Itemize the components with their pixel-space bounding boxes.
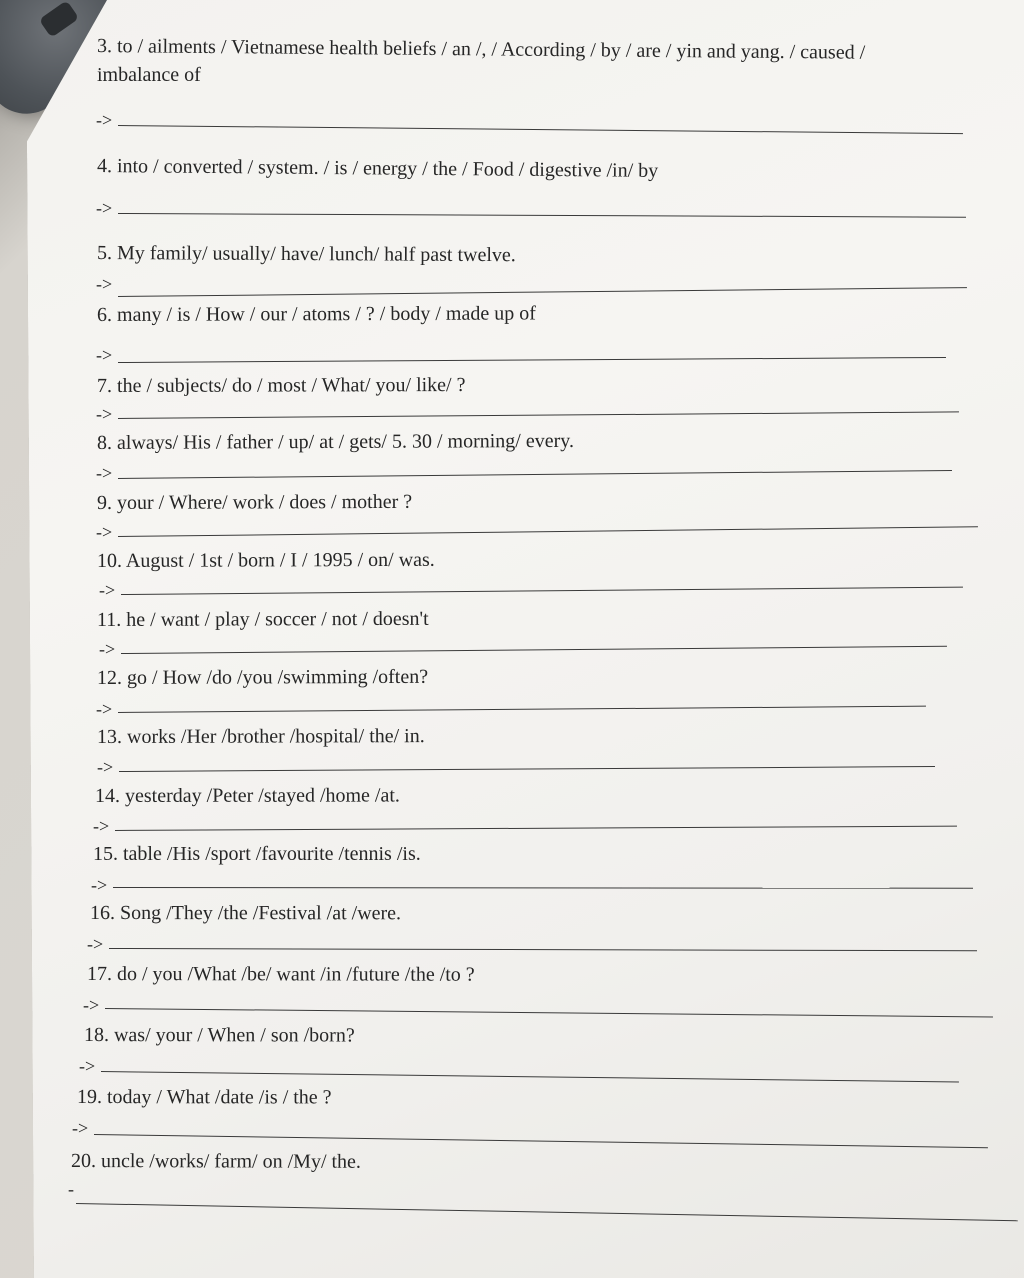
question-12	[97, 667, 428, 688]
answer-line[interactable]	[118, 287, 967, 297]
question-number: 17.	[86, 963, 113, 986]
question-words: August / 1st / born / I / 1995 / on/ was.	[125, 548, 435, 572]
answer-line[interactable]	[109, 948, 977, 951]
question-3-continuation: imbalance of	[97, 64, 201, 86]
answer-line[interactable]	[113, 887, 973, 889]
question-words: always/ His / father / up/ at / gets/ 5. 30 / morning/ every.	[116, 429, 574, 454]
question-words: go / How /do /you /swimming /often?	[126, 665, 429, 689]
answer-dash: -	[68, 1179, 74, 1199]
question-6	[97, 303, 536, 325]
question-18	[84, 1025, 355, 1045]
question-number: 3.	[96, 35, 113, 58]
question-words: into / converted / system. / is / energy / the / Food / digestive /in/ by	[116, 155, 659, 182]
question-13	[97, 726, 425, 747]
question-words: your / Where/ work / does / mother ?	[116, 490, 413, 514]
answer-line[interactable]	[118, 706, 926, 713]
answer-arrow: ->	[96, 699, 113, 719]
question-words: do / you /What /be/ want /in /future /the /to ?	[116, 963, 475, 986]
answer-arrow: ->	[72, 1118, 89, 1138]
question-words: yesterday /Peter /stayed /home /at.	[124, 784, 400, 807]
answer-arrow: ->	[79, 1056, 96, 1076]
question-number: 12.	[96, 666, 123, 689]
answer-line[interactable]	[121, 587, 963, 595]
question-number: 18.	[83, 1024, 110, 1047]
answer-arrow: ->	[87, 934, 104, 954]
answer-line[interactable]	[118, 213, 966, 218]
question-10	[97, 550, 435, 571]
answer-line[interactable]	[118, 470, 952, 479]
answer-arrow: ->	[96, 274, 113, 294]
answer-line[interactable]	[105, 1008, 993, 1018]
question-number: 10.	[96, 549, 123, 572]
question-19	[77, 1087, 332, 1107]
question-11	[97, 609, 429, 630]
question-number: 19.	[76, 1086, 103, 1109]
question-number: 5.	[96, 242, 113, 265]
question-number: 20.	[70, 1150, 97, 1173]
question-number: 9.	[96, 491, 113, 514]
question-number: 15.	[93, 843, 118, 865]
question-14	[95, 785, 400, 806]
answer-line[interactable]	[115, 826, 957, 831]
answer-line[interactable]	[76, 1203, 1018, 1221]
question-number: 16.	[89, 902, 116, 925]
answer-arrow: ->	[96, 404, 113, 424]
question-words: he / want / play / soccer / not / doesn't	[126, 607, 429, 631]
question-number: 4.	[96, 155, 113, 178]
question-words: was/ your / When / son /born?	[113, 1024, 355, 1047]
question-words: table /His /sport /favourite /tennis /is.	[123, 843, 421, 865]
question-number: 7.	[96, 374, 113, 397]
question-number: 6.	[96, 303, 113, 326]
answer-arrow: ->	[96, 345, 113, 365]
answer-arrow: ->	[96, 110, 113, 130]
question-words: My family/ usually/ have/ lunch/ half past twelve.	[116, 242, 516, 267]
answer-arrow: ->	[91, 875, 108, 895]
question-number: 11.	[96, 608, 122, 631]
question-number: 13.	[96, 725, 123, 748]
answer-line[interactable]	[118, 125, 963, 134]
question-4	[97, 156, 658, 181]
answer-arrow: ->	[83, 995, 100, 1015]
question-9	[97, 492, 412, 513]
answer-arrow: ->	[96, 198, 113, 218]
answer-arrow: ->	[93, 816, 110, 836]
answer-line[interactable]	[118, 526, 978, 537]
answer-line[interactable]	[119, 766, 935, 772]
question-words: Song /They /the /Festival /at /were.	[119, 902, 402, 925]
question-5	[97, 243, 516, 265]
question-words: the / subjects/ do / most / What/ you/ like/ ?	[116, 374, 466, 397]
question-3	[97, 36, 865, 63]
answer-arrow: ->	[97, 757, 114, 777]
answer-arrow: ->	[96, 463, 113, 483]
question-words: to / ailments / Vietnamese health beliefs / an /, / According / by / are / yin and yang. / caused /	[116, 35, 866, 64]
answer-arrow: ->	[96, 522, 113, 542]
answer-arrow: ->	[99, 580, 116, 600]
question-16	[90, 903, 401, 923]
answer-line[interactable]	[94, 1134, 988, 1148]
question-20	[71, 1151, 361, 1172]
answer-line[interactable]	[121, 646, 947, 654]
answer-line[interactable]	[101, 1071, 959, 1082]
question-words: many / is / How / our / atoms / ? / body / made up of	[116, 302, 536, 326]
answer-line[interactable]	[118, 357, 946, 363]
question-17	[87, 964, 475, 985]
question-number: 14.	[94, 784, 121, 807]
answer-arrow: ->	[99, 639, 116, 659]
answer-line[interactable]	[118, 411, 959, 419]
question-words: works /Her /brother /hospital/ the/ in.	[126, 725, 425, 748]
question-7	[97, 375, 466, 396]
question-words: today / What /date /is / the ?	[106, 1086, 332, 1109]
question-number: 8.	[96, 431, 113, 454]
question-words: uncle /works/ farm/ on /My/ the.	[100, 1150, 361, 1173]
question-8	[97, 431, 574, 453]
question-15	[93, 844, 421, 864]
